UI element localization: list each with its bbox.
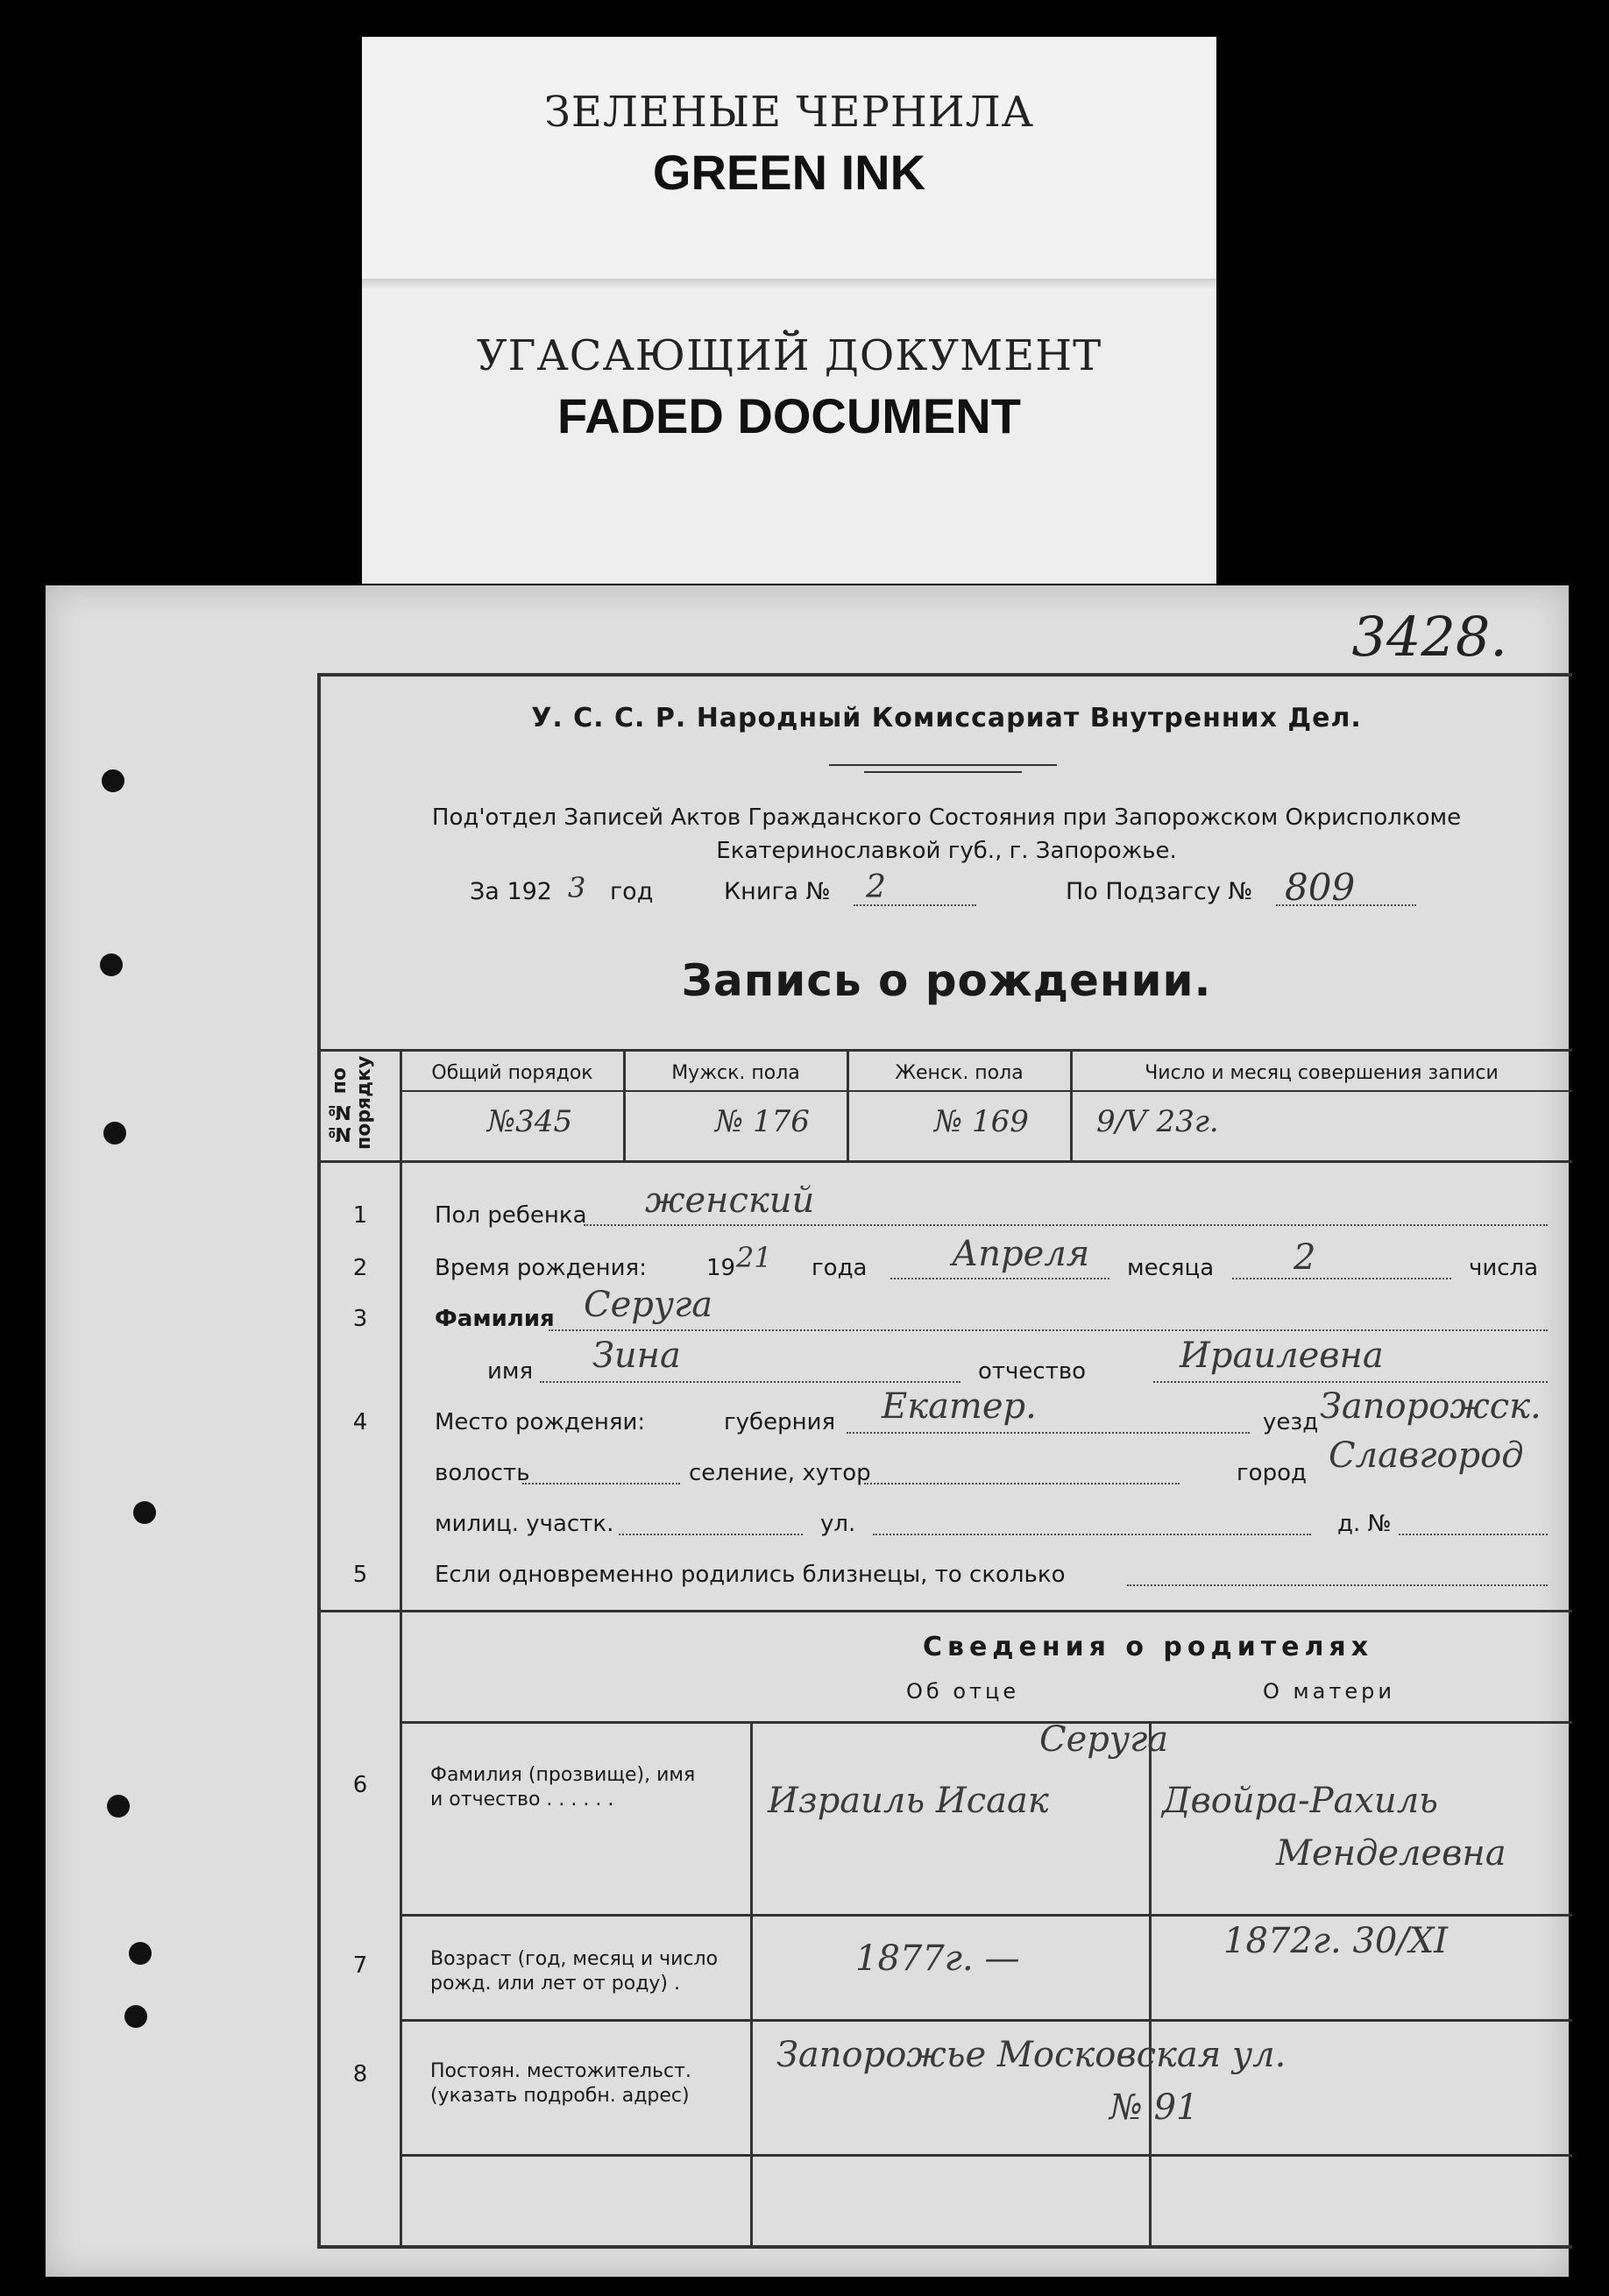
parent-surname-value: Серуга: [1039, 1719, 1169, 1760]
birth-month-value: Апреля: [952, 1234, 1090, 1274]
dotted-line: [864, 1483, 1180, 1485]
dotted-line: [1399, 1534, 1548, 1535]
page-title: Запись о рождении.: [681, 955, 1212, 1006]
office-header: [321, 801, 1572, 868]
parent-name-label-1: Фамилия (прозвище), имя: [430, 1764, 696, 1786]
patronymic-value: Ираилевна: [1180, 1336, 1384, 1376]
divider: [864, 771, 1022, 773]
sex-label: Пол ребенка: [435, 1202, 587, 1229]
mother-patronymic-value: Менделевна: [1276, 1833, 1506, 1874]
parents-section-title: Сведения о родителях: [922, 1632, 1374, 1662]
place-label: Место рожденяи:: [435, 1409, 646, 1435]
table-border: [321, 1160, 1572, 1163]
dotted-line: [847, 1432, 1250, 1434]
dotted-line: [854, 904, 976, 906]
city-value: Славгород: [1329, 1435, 1524, 1476]
row-number: 5: [352, 1562, 368, 1588]
birth-year-prefix: 19: [706, 1255, 736, 1281]
row-number: 8: [352, 2061, 368, 2087]
dotted-line: [540, 1381, 960, 1383]
name-value: Зина: [592, 1336, 681, 1376]
uezd-label: уезд: [1263, 1409, 1319, 1435]
mother-header: О матери: [1263, 1679, 1395, 1704]
date-header: Число и месяц совершения записи: [1145, 1062, 1499, 1084]
father-name-value: Израиль Исаак: [768, 1781, 1049, 1821]
birth-year-value: 21: [736, 1241, 772, 1274]
table-border: [400, 1049, 402, 2245]
surname-label: Фамилия: [435, 1306, 555, 1332]
row-number: 4: [352, 1409, 368, 1435]
male-value: № 176: [715, 1104, 810, 1139]
year-suffix: год: [610, 878, 654, 905]
table-border: [401, 1090, 1572, 1092]
dotted-line: [890, 1278, 1109, 1279]
birth-day-value: 2: [1294, 1237, 1316, 1278]
date-value: 9/V 23г.: [1096, 1104, 1219, 1139]
row-number: 3: [352, 1306, 368, 1332]
name-label: имя: [487, 1358, 534, 1385]
punch-hole: [133, 1501, 156, 1524]
green-ink-en: GREEN INK: [652, 145, 926, 200]
book-value: 2: [866, 869, 886, 905]
dotted-line: [549, 1329, 1548, 1331]
father-header: Об отце: [906, 1679, 1020, 1704]
dotted-line: [1232, 1278, 1451, 1279]
male-header: Мужск. пола: [671, 1062, 800, 1084]
dotted-line: [1276, 904, 1416, 906]
surname-value: Серуга: [584, 1285, 713, 1325]
year-value: 3: [568, 871, 586, 904]
punch-hole: [129, 1942, 152, 1965]
dotted-line: [1153, 1381, 1548, 1383]
faded-document-ru: УГАСАЮЩИЙ ДОКУМЕНТ: [476, 331, 1102, 380]
divider: [829, 764, 1057, 766]
address-label-2: (указать подробн. адрес): [430, 2085, 690, 2107]
punch-hole: [107, 1795, 130, 1818]
table-border: [321, 1610, 1572, 1612]
female-value: № 169: [934, 1104, 1029, 1139]
subsection-value: 809: [1285, 866, 1356, 909]
table-border: [321, 1049, 1572, 1052]
punch-hole: [103, 1122, 126, 1144]
dotted-line: [619, 1534, 803, 1535]
table-border: [401, 2019, 1572, 2022]
subsection-label: По Подзагсу №: [1066, 878, 1253, 905]
parent-name-label: [430, 1763, 695, 1812]
sheet-number: 3428.: [1351, 605, 1507, 669]
faded-document-card: [362, 289, 1216, 584]
card-fold: [362, 279, 1216, 291]
punch-hole: [124, 2005, 147, 2028]
general-order-header: Общий порядок: [431, 1062, 593, 1084]
street-label: ул.: [820, 1511, 856, 1537]
twins-label: Если одновременно родились близнецы, то сколько: [435, 1562, 1066, 1588]
table-border: [750, 1721, 753, 2245]
mother-name-value: Двойра-Рахиль: [1162, 1781, 1438, 1821]
militia-label: милиц. участк.: [435, 1511, 614, 1537]
row-number: 6: [352, 1772, 368, 1798]
address-value: Запорожье Московская ул.: [776, 2035, 1286, 2075]
village-label: селение, хутор: [689, 1460, 871, 1486]
volost-label: волость: [435, 1460, 530, 1486]
address-value-2: № 91: [1109, 2087, 1199, 2128]
parent-age-label: [430, 1947, 718, 1996]
gubernia-value: Екатер.: [882, 1386, 1037, 1427]
table-border: [1149, 1721, 1152, 2245]
row-number: 7: [352, 1952, 368, 1979]
faded-document-en: FADED DOCUMENT: [557, 388, 1021, 443]
uezd-value: Запорожск.: [1320, 1386, 1542, 1427]
year-label: За 192: [470, 878, 552, 905]
patronymic-label: отчество: [978, 1358, 1087, 1385]
general-order-value: №345: [487, 1104, 573, 1139]
birth-year-label: года: [812, 1255, 868, 1281]
father-age-value: 1877г. —: [855, 1938, 1020, 1979]
address-label-1: Постоян. местожительст.: [430, 2060, 691, 2082]
table-border: [401, 1914, 1572, 1917]
order-column-header: №№ по порядку: [329, 1055, 375, 1150]
sex-value: женский: [645, 1180, 815, 1221]
mother-age-value: 1872г. 30/XI: [1223, 1921, 1449, 1961]
punch-hole: [100, 953, 123, 976]
birth-label: Время рождения:: [435, 1255, 647, 1281]
book-label: Книга №: [724, 878, 831, 905]
dotted-line: [522, 1483, 680, 1485]
commissariat-header: У. С. С. Р. Народный Комиссариат Внутренних Дел.: [531, 703, 1362, 733]
punch-hole: [102, 769, 124, 792]
parent-age-label-1: Возраст (год, месяц и число: [430, 1948, 719, 1970]
dotted-line: [873, 1534, 1311, 1535]
parent-age-label-2: рожд. или лет от роду) .: [430, 1973, 680, 1995]
birth-record-form: [317, 673, 1572, 2249]
address-label: [430, 2059, 691, 2108]
row-number: 2: [352, 1255, 368, 1281]
green-ink-card: [362, 37, 1216, 289]
city-label: город: [1237, 1460, 1307, 1486]
house-label: д. №: [1337, 1511, 1392, 1537]
birth-day-label: числа: [1469, 1255, 1539, 1281]
green-ink-ru: ЗЕЛЕНЫЕ ЧЕРНИЛА: [544, 88, 1034, 137]
dotted-line: [1127, 1584, 1548, 1586]
dotted-line: [584, 1224, 1548, 1226]
office-line-1: Под'отдел Записей Актов Гражданского Состояния при Запорожском Окрисполкоме: [431, 804, 1462, 831]
parent-name-label-2: и отчество . . . . . .: [430, 1789, 614, 1811]
row-number: 1: [352, 1202, 368, 1229]
table-border: [401, 2154, 1572, 2157]
birth-record-sheet: [46, 585, 1569, 2277]
birth-month-label: месяца: [1127, 1255, 1215, 1281]
table-border: [401, 1721, 1572, 1724]
office-line-2: Екатеринославкой губ., г. Запорожье.: [716, 838, 1177, 864]
gubernia-label: губерния: [724, 1409, 836, 1435]
female-header: Женск. пола: [895, 1062, 1024, 1084]
